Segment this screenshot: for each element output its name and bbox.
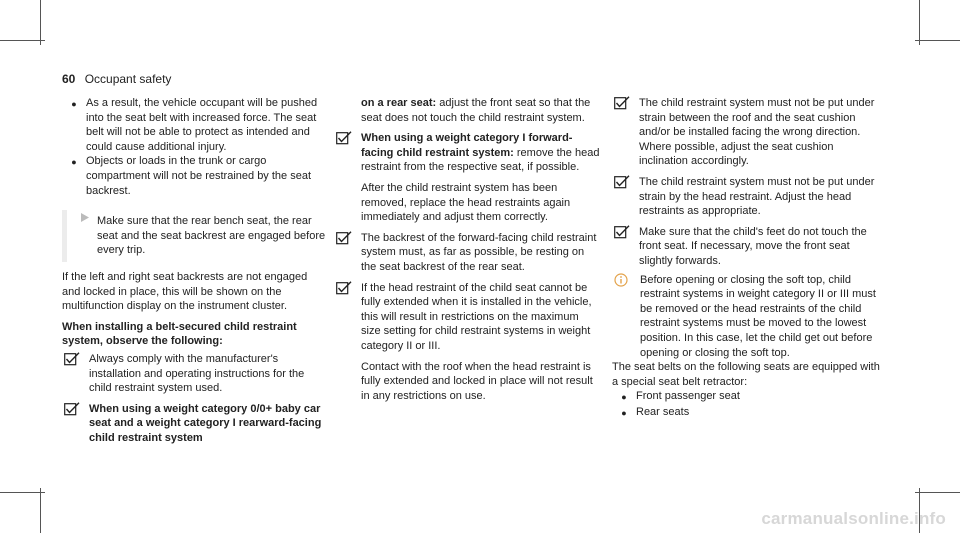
hint-bar xyxy=(62,210,67,262)
list-item xyxy=(612,389,882,405)
list-item-text: Rear seats xyxy=(636,405,690,418)
checkbox-check-icon xyxy=(336,281,352,295)
page-header xyxy=(62,72,171,86)
paragraph: on a rear seat: adjust the front seat so that the seat does not touch the child restraint system. xyxy=(361,97,591,124)
checklist-text: The child restraint system must not be put under strain between the roof and the seat cushion and/or be installed facing the wrong direction. Where possible, adjust the seat cushion inclination accordingly. xyxy=(639,97,875,168)
list-item-text: Objects or loads in the trunk or cargo compartment will not be restrained by the seat backrest. xyxy=(86,155,312,197)
checklist-item xyxy=(62,352,328,396)
checklist-text: The backrest of the forward-facing child restraint system must, as far as possible, be resting on the seat backrest of the rear seat. xyxy=(361,231,597,273)
checklist-item xyxy=(334,281,600,404)
checkbox-check-icon xyxy=(336,231,352,245)
crop-mark xyxy=(0,40,45,41)
column-1 xyxy=(62,96,328,445)
checkbox-check-icon xyxy=(614,96,630,110)
crop-mark xyxy=(915,40,960,41)
column-3 xyxy=(612,96,882,420)
column-2 xyxy=(334,96,600,403)
checkbox-check-icon xyxy=(64,402,80,416)
heading: When installing a belt-secured child restraint system, observe the following: xyxy=(62,320,297,348)
checkbox-check-icon xyxy=(336,131,352,145)
crop-mark xyxy=(40,0,41,45)
checklist-text: When using a weight category I forward-facing child restraint system: remove the head restraint from the respective seat, if possible. xyxy=(361,132,600,174)
info-text: Before opening or closing the soft top, child restraint systems in weight category II or III must be removed or the head restraints of the child restraint systems must be moved to the lowest position. In this case, let the child get out before opening or closing the soft top. xyxy=(640,273,876,359)
checklist-item xyxy=(612,225,882,269)
checklist-text: Always comply with the manufacturer's installation and operating instructions for the child restraint system used. xyxy=(89,352,305,395)
crop-mark xyxy=(40,488,41,533)
list-item xyxy=(612,405,882,421)
paragraph: After the child restraint system has been removed, replace the head restraints again immediately and adjust them correctly. xyxy=(361,181,571,224)
checkbox-check-icon xyxy=(64,352,80,366)
hint-box xyxy=(62,210,328,262)
paragraph: Contact with the roof when the head restraint is fully extended and locked in place will not result in any restrictions on use. xyxy=(361,360,593,402)
bullet-dot-icon: ● xyxy=(621,392,627,403)
checklist-text: The child restraint system must not be put under strain by the head restraint. Adjust the head restraints as appropriate. xyxy=(639,175,875,218)
watermark: carmanualsonline.info xyxy=(761,509,946,528)
list-item-text: As a result, the vehicle occupant will be pushed into the seat belt with increased force. The seat belt will not be able to protect as intended and could cause additional injury. xyxy=(86,97,318,153)
checklist-item xyxy=(62,402,328,446)
bullet-dot-icon: ● xyxy=(71,157,77,168)
section-title: Occupant safety xyxy=(84,72,172,86)
crop-mark xyxy=(0,492,45,493)
checkbox-check-icon xyxy=(614,225,630,239)
crop-mark xyxy=(919,0,920,45)
bullet-dot-icon: ● xyxy=(71,99,77,109)
checkbox-check-icon xyxy=(614,175,630,189)
hint-text: Make sure that the rear bench seat, the rear seat and the seat backrest are engaged before every trip. xyxy=(97,215,326,257)
checklist-text: If the head restraint of the child seat cannot be fully extended when it is installed in the vehicle, this will result in restrictions on the maximum size setting for child restraint systems in weight category II or III. xyxy=(361,281,592,352)
list-item xyxy=(62,96,328,154)
checklist-item xyxy=(334,231,600,275)
triangle-icon xyxy=(79,210,97,228)
info-note xyxy=(612,273,882,361)
checklist-text: Make sure that the child's feet do not touch the front seat. If necessary, move the front seat slightly forwards. xyxy=(639,225,867,267)
list-item-text: Front passenger seat xyxy=(636,390,740,403)
info-icon xyxy=(614,273,630,287)
crop-mark xyxy=(915,492,960,493)
checklist-item xyxy=(612,96,882,169)
list-item xyxy=(62,154,328,198)
bullet-dot-icon: ● xyxy=(621,407,627,418)
paragraph: If the left and right seat backrests are not engaged and locked in place, this will be shown on the multifunction display on the instrument cluster. xyxy=(62,270,308,313)
checklist-item xyxy=(612,175,882,219)
page-number: 60 xyxy=(62,72,76,86)
paragraph: The seat belts on the following seats are equipped with a special seat belt retractor: xyxy=(612,361,880,388)
checklist-item xyxy=(334,131,600,225)
checklist-text: When using a weight category 0/0+ baby car seat and a weight category I rearward-facing child restraint system xyxy=(89,402,322,444)
